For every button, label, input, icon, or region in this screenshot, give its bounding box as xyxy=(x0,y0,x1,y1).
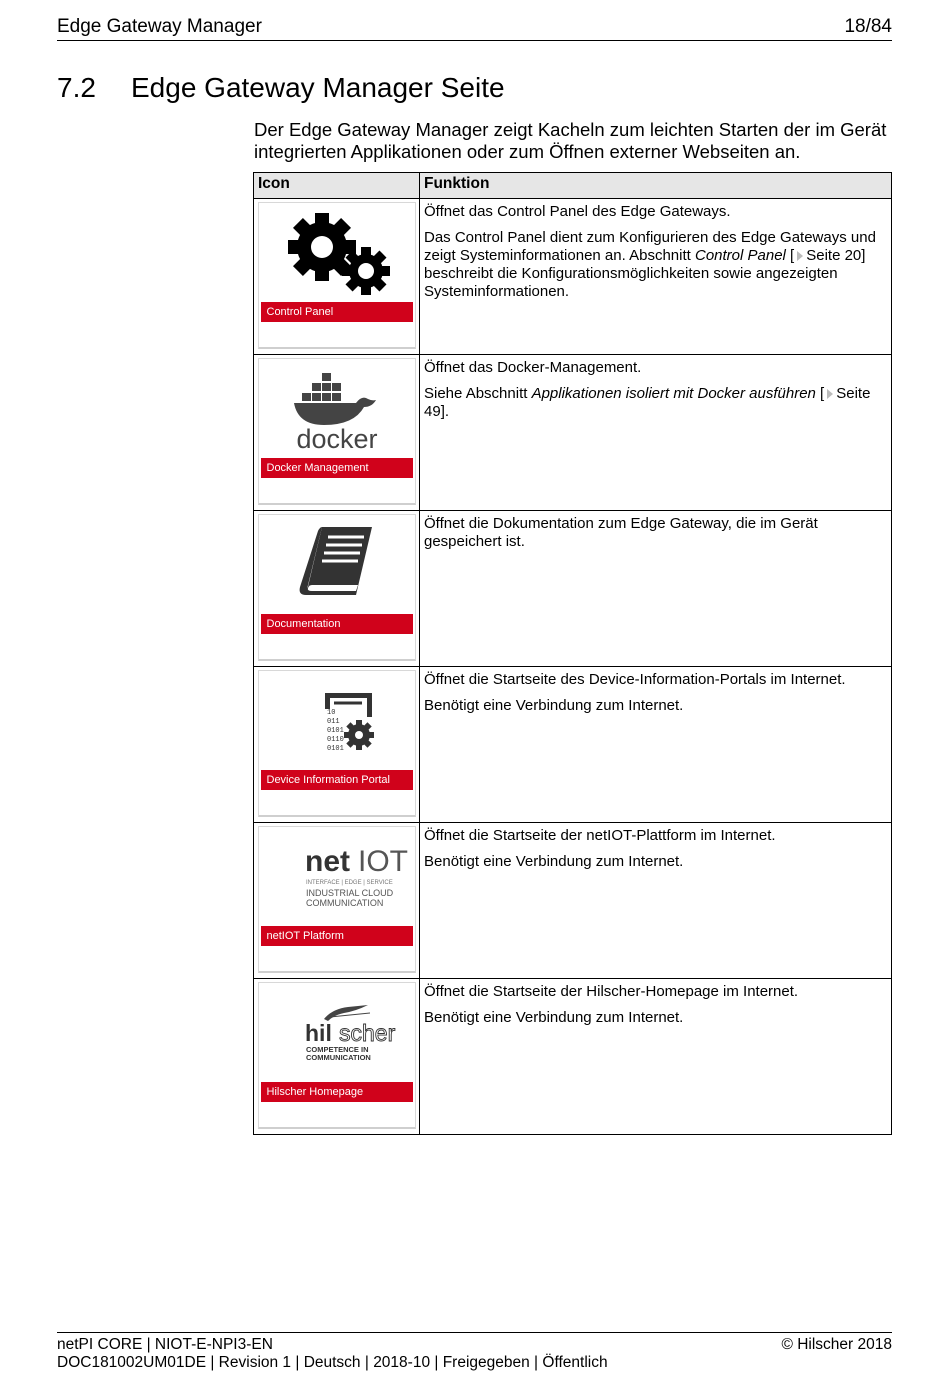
tile-control-panel[interactable] xyxy=(258,202,416,349)
table-row xyxy=(254,823,892,979)
function-description: Öffnet das Docker-Management. Siehe Abschnitt Applikationen isoliert mit Docker ausführen [ Seite 49]. xyxy=(424,359,871,420)
table-header-row xyxy=(254,173,892,199)
page-ref-arrow-icon xyxy=(827,389,833,399)
footer-document-info: DOC181002UM01DE | Revision 1 | Deutsch | 2018-10 | Freigegeben | Öffentlich xyxy=(57,1354,608,1371)
svg-text:011: 011 xyxy=(326,718,340,726)
svg-text:hil: hil xyxy=(304,1020,332,1046)
col-header-function: Funktion xyxy=(420,173,892,199)
tile-label: netIOT Platform xyxy=(261,926,413,946)
tile-label: Device Information Portal xyxy=(261,770,413,790)
page-footer xyxy=(57,1332,892,1372)
page-reference-link[interactable]: Seite 49 xyxy=(424,385,871,420)
section-link[interactable]: Applikationen isoliert mit Docker ausführen xyxy=(531,385,816,402)
netiot-logo xyxy=(259,831,415,923)
docker-icon xyxy=(259,363,415,455)
docker-wordmark: docker xyxy=(295,424,378,454)
page-number: 18/84 xyxy=(844,16,892,37)
function-description: Öffnet das Control Panel des Edge Gateways. Das Control Panel dient zum Konfigurieren des Edge Gateways und zeigt Systeminformationen an. Abschnitt Control Panel [ Seite 20] beschreibt die Konfigurationsmöglichkeiten sowie angezeigten Systeminformationen. xyxy=(424,203,876,300)
section-title: Edge Gateway Manager Seite xyxy=(131,72,505,103)
svg-text:INDUSTRIAL CLOUD: INDUSTRIAL CLOUD xyxy=(305,888,393,898)
tile-hilscher-homepage[interactable] xyxy=(258,982,416,1129)
tile-label: Documentation xyxy=(261,614,413,634)
table-row xyxy=(254,511,892,667)
tile-label: Docker Management xyxy=(261,458,413,478)
tile-label: Control Panel xyxy=(261,302,413,322)
gears-icon xyxy=(259,207,415,299)
tile-docker-management[interactable] xyxy=(258,358,416,505)
page-ref-arrow-icon xyxy=(797,251,803,261)
function-description: Öffnet die Startseite des Device-Information-Portals im Internet. Benötigt eine Verbindung zum Internet. xyxy=(424,671,846,714)
ship-icon xyxy=(324,1005,368,1021)
svg-text:COMPETENCE IN: COMPETENCE IN xyxy=(305,1045,369,1054)
function-description: Öffnet die Dokumentation zum Edge Gateway, die im Gerät gespeichert ist. xyxy=(424,515,818,550)
intro-paragraph: Der Edge Gateway Manager zeigt Kacheln zum leichten Starten der im Gerät integrierten Applikationen oder zum Öffnen externer Webseiten an. xyxy=(254,119,887,162)
tile-label: Hilscher Homepage xyxy=(261,1082,413,1102)
function-description: Öffnet die Startseite der Hilscher-Homepage im Internet. Benötigt eine Verbindung zum Internet. xyxy=(424,983,799,1026)
svg-text:INTERFACE | EDGE | SERVICE: INTERFACE | EDGE | SERVICE xyxy=(305,880,393,886)
table-row xyxy=(254,199,892,355)
page-reference-link[interactable]: Seite 20 xyxy=(806,247,862,264)
page-header xyxy=(57,14,892,41)
svg-text:IOT: IOT xyxy=(357,845,408,878)
svg-text:COMMUNICATION: COMMUNICATION xyxy=(305,1053,371,1062)
footer-copyright: © Hilscher 2018 xyxy=(781,1336,892,1353)
footer-product: netPI CORE | NIOT-E-NPI3-EN xyxy=(57,1336,273,1353)
function-description: Öffnet die Startseite der netIOT-Plattform im Internet. Benötigt eine Verbindung zum Internet. xyxy=(424,827,776,870)
book-icon xyxy=(259,519,415,611)
header-title: Edge Gateway Manager xyxy=(57,16,262,37)
table-row xyxy=(254,355,892,511)
tile-netiot-platform[interactable] xyxy=(258,826,416,973)
svg-text:0110: 0110 xyxy=(326,736,344,744)
svg-text:scher: scher xyxy=(338,1020,395,1046)
svg-text:0101: 0101 xyxy=(326,745,344,753)
tile-device-information-portal[interactable] xyxy=(258,670,416,817)
table-row xyxy=(254,979,892,1135)
section-number: 7.2 xyxy=(57,72,96,103)
svg-text:COMMUNICATION: COMMUNICATION xyxy=(305,898,383,908)
section-link[interactable]: Control Panel xyxy=(694,247,786,264)
table-row xyxy=(254,667,892,823)
tile-documentation[interactable] xyxy=(258,514,416,661)
function-table xyxy=(253,172,892,1135)
svg-text:0101: 0101 xyxy=(326,727,344,735)
section-heading xyxy=(57,72,505,104)
svg-text:net: net xyxy=(304,845,350,878)
svg-text:10: 10 xyxy=(326,709,335,717)
hilscher-logo xyxy=(259,987,415,1079)
device-info-icon xyxy=(259,675,415,767)
col-header-icon: Icon xyxy=(254,173,420,199)
